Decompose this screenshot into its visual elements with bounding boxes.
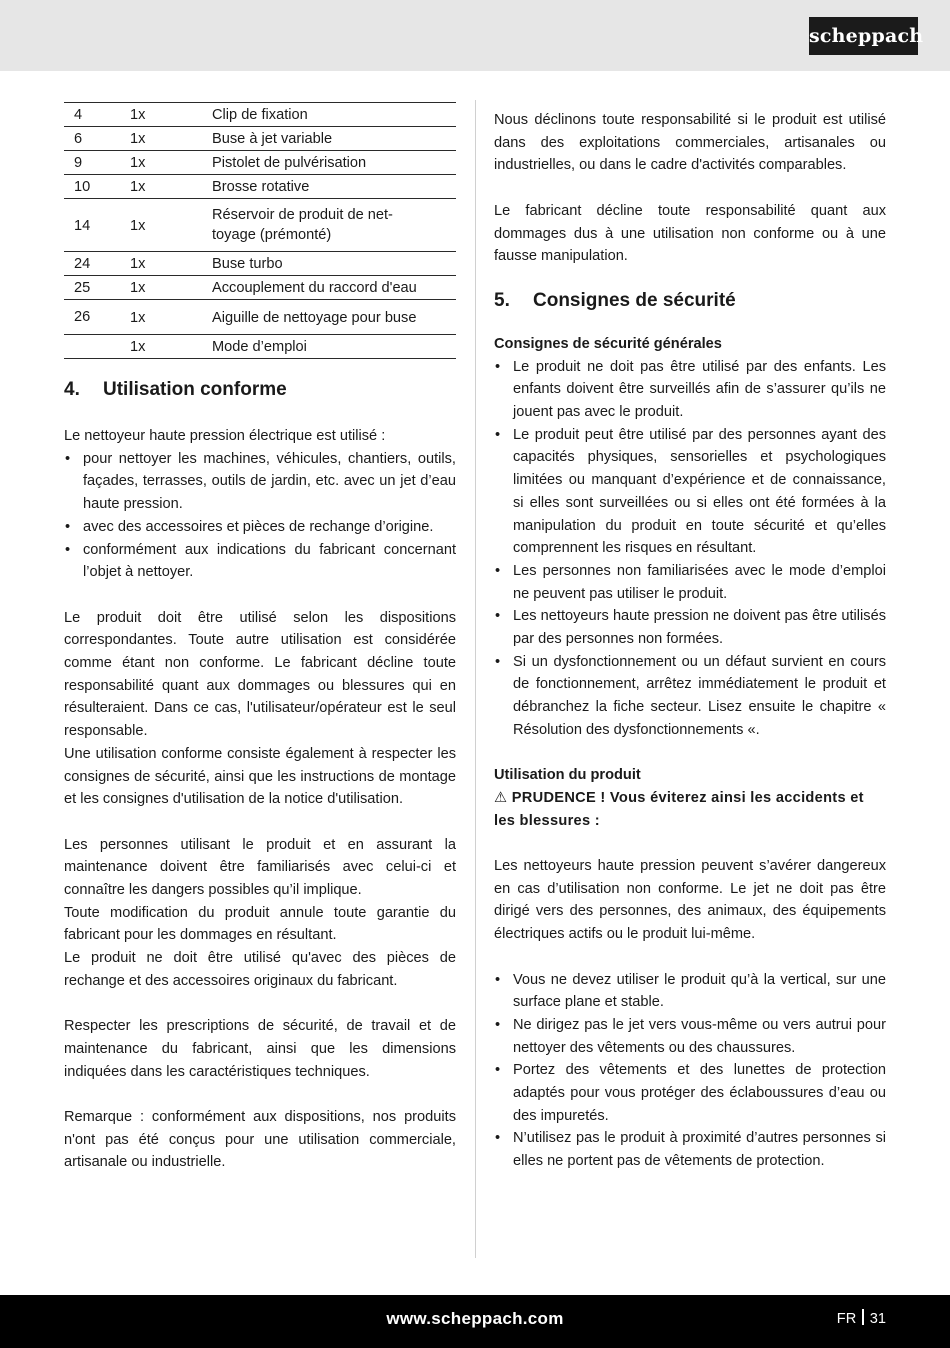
subheading: Consignes de sécurité générales <box>494 335 722 352</box>
table-row <box>64 252 456 276</box>
list-item: • Le produit peut être utilisé par des personnes ayant des capacités physiques, sensorielles et psychologiques limitées ou manquant d’expérience et de connaissance, si elles sont surveillées ou si elles ont été formées à la manipulation du produit en toute sécurité et qu’elles comprennent les risques en résultant. <box>494 424 886 560</box>
table-cell-pos: 6 <box>64 127 120 151</box>
header-bar <box>0 0 950 71</box>
page-number: 31 <box>869 1311 886 1327</box>
table-cell-pos: 24 <box>64 252 120 276</box>
table-row <box>64 103 456 127</box>
list-item: • pour nettoyer les machines, véhicules, chantiers, outils, façades, terrasses, outils de jardin, etc. avec un jet d’eau haute pression. <box>64 448 456 516</box>
table-cell-pos <box>64 335 120 359</box>
warning-icon: ⚠ <box>494 789 508 806</box>
list-item: • Le produit ne doit pas être utilisé par des enfants. Les enfants doivent être surveillés afin de s’assurer qu’ils ne jouent pas avec le produit. <box>494 356 886 424</box>
paragraph: Le produit ne doit être utilisé qu'avec des pièces de rechange et des accessoires originaux du fabricant. <box>64 950 456 989</box>
paragraph: Respecter les prescriptions de sécurité, de travail et de maintenance du fabricant, ainsi que les dimensions indiquées dans les caractéristiques techniques. <box>64 1018 456 1080</box>
table-cell-name: Mode d’emploi <box>202 335 456 359</box>
right-column <box>494 109 886 1173</box>
table-row <box>64 300 456 335</box>
table-cell-qty: 1x <box>120 276 202 300</box>
warning-notice <box>494 787 886 832</box>
bullet-list <box>64 448 456 584</box>
list-item: • Ne dirigez pas le jet vers vous-même ou vers autrui pour nettoyer des vêtements ou des chaussures. <box>494 1014 886 1059</box>
paragraph: Le nettoyeur haute pression électrique est utilisé : <box>64 428 386 444</box>
table-cell-pos: 26 <box>64 300 120 335</box>
list-item: • conformément aux indications du fabricant concernant l’objet à nettoyer. <box>64 539 456 584</box>
table-row <box>64 127 456 151</box>
list-item: • N’utilisez pas le produit à proximité d’autres personnes si elles ne portent pas de vêtements de protection. <box>494 1127 886 1172</box>
table-cell-name: Accouplement du raccord d'eau <box>202 276 456 300</box>
table-cell-qty: 1x <box>120 175 202 199</box>
paragraph: Nous déclinons toute responsabilité si le produit est utilisé dans des exploitations commerciales, artisanales ou industrielles, ou dans le cadre d'activités comparables. <box>494 112 886 174</box>
table-cell-pos: 25 <box>64 276 120 300</box>
table-cell-name: Brosse rotative <box>202 175 456 199</box>
section-heading-4 <box>64 377 456 403</box>
table-row <box>64 199 456 252</box>
list-item: • Vous ne devez utiliser le produit qu’à la vertical, sur une surface plane et stable. <box>494 969 886 1014</box>
table-cell-name: Pistolet de pulvérisation <box>202 151 456 175</box>
section-number: 5. <box>494 289 510 311</box>
table-row <box>64 151 456 175</box>
list-item: • Portez des vêtements et des lunettes de protection adaptés pour vous protéger des éclaboussures d’eau ou des impuretés. <box>494 1059 886 1127</box>
section-title: Utilisation conforme <box>103 379 287 400</box>
table-cell-pos: 14 <box>64 199 120 252</box>
table-cell-name: Buse à jet variable <box>202 127 456 151</box>
section-heading-5 <box>494 288 886 314</box>
paragraph: Toute modification du produit annule toute garantie du fabricant pour les dommages en résultant. <box>64 904 456 944</box>
paragraph: Remarque : conformément aux dispositions, nos produits n'ont pas été conçus pour une utilisation commerciale, artisanale ou industrielle. <box>64 1109 456 1171</box>
brand-logo: scheppach <box>809 17 918 55</box>
section-title: Consignes de sécurité <box>533 289 736 311</box>
table-cell-qty: 1x <box>120 151 202 175</box>
subheading: Utilisation du produit <box>494 767 641 784</box>
table-cell-name: Aiguille de nettoyage pour buse <box>202 300 456 335</box>
footer-bar <box>0 1295 950 1348</box>
table-row <box>64 335 456 359</box>
warning-text: PRUDENCE ! Vous éviterez ainsi les accidents et les blessures : <box>494 789 864 829</box>
parts-table <box>64 102 456 359</box>
list-item: • Si un dysfonctionnement ou un défaut survient en cours de fonctionnement, arrêtez immédiatement le produit et débranchez la fiche secteur. Lisez ensuite le chapitre « Résolution des dysfonctionnements «. <box>494 651 886 742</box>
paragraph: Une utilisation conforme consiste également à respecter les consignes de sécurité, ainsi que les instructions de montage et les consignes d'utilisation de la notice d'utilisation. <box>64 745 456 808</box>
bullet-list <box>494 969 886 1173</box>
table-cell-name: Réservoir de produit de net-toyage (prémonté) <box>202 199 456 252</box>
bullet-list <box>494 356 886 742</box>
page-indicator <box>837 1308 886 1330</box>
table-cell-name: Buse turbo <box>202 252 456 276</box>
list-item: • avec des accessoires et pièces de rechange d’origine. <box>64 516 456 539</box>
paragraph: Le produit doit être utilisé selon les dispositions correspondantes. Toute autre utilisation est considérée comme étant non conforme. Le fabricant décline toute responsabilité quant aux dommages ou blessures qui en résulteraient. Dans ce cas, l'utilisateur/opérateur est le seul responsable. <box>64 609 456 740</box>
paragraph: Les nettoyeurs haute pression peuvent s’avérer dangereux en cas d’utilisation non conforme. Le jet ne doit pas être dirigé vers des personnes, des animaux, des équipements électriques actifs ou le produit lui-même. <box>494 858 886 943</box>
table-cell-qty: 1x <box>120 103 202 127</box>
table-row <box>64 175 456 199</box>
website-link[interactable]: www.scheppach.com <box>386 1309 564 1328</box>
list-item: • Les nettoyeurs haute pression ne doivent pas être utilisés par des personnes non formées. <box>494 605 886 650</box>
table-cell-pos: 10 <box>64 175 120 199</box>
separator <box>862 1309 864 1325</box>
list-item: • Les personnes non familiarisées avec le mode d’emploi ne peuvent pas utiliser le produit. <box>494 560 886 605</box>
table-cell-qty: 1x <box>120 252 202 276</box>
paragraph: Les personnes utilisant le produit et en assurant la maintenance doivent être familiarisés avec celui-ci et connaître les dangers possibles qu’il implique. <box>64 836 456 899</box>
language-code: FR <box>836 1311 857 1327</box>
column-divider <box>475 100 476 1258</box>
left-column <box>64 102 456 1174</box>
paragraph: Le fabricant décline toute responsabilité quant aux dommages dus à une utilisation non conforme ou à une fausse manipulation. <box>494 202 886 265</box>
table-cell-name: Clip de fixation <box>202 103 456 127</box>
table-cell-qty: 1x <box>120 127 202 151</box>
table-cell-qty: 1x <box>120 199 202 252</box>
table-cell-qty: 1x <box>120 335 202 359</box>
table-cell-pos: 4 <box>64 103 120 127</box>
table-cell-qty: 1x <box>120 300 202 335</box>
table-row <box>64 276 456 300</box>
section-number: 4. <box>64 379 80 400</box>
table-cell-pos: 9 <box>64 151 120 175</box>
